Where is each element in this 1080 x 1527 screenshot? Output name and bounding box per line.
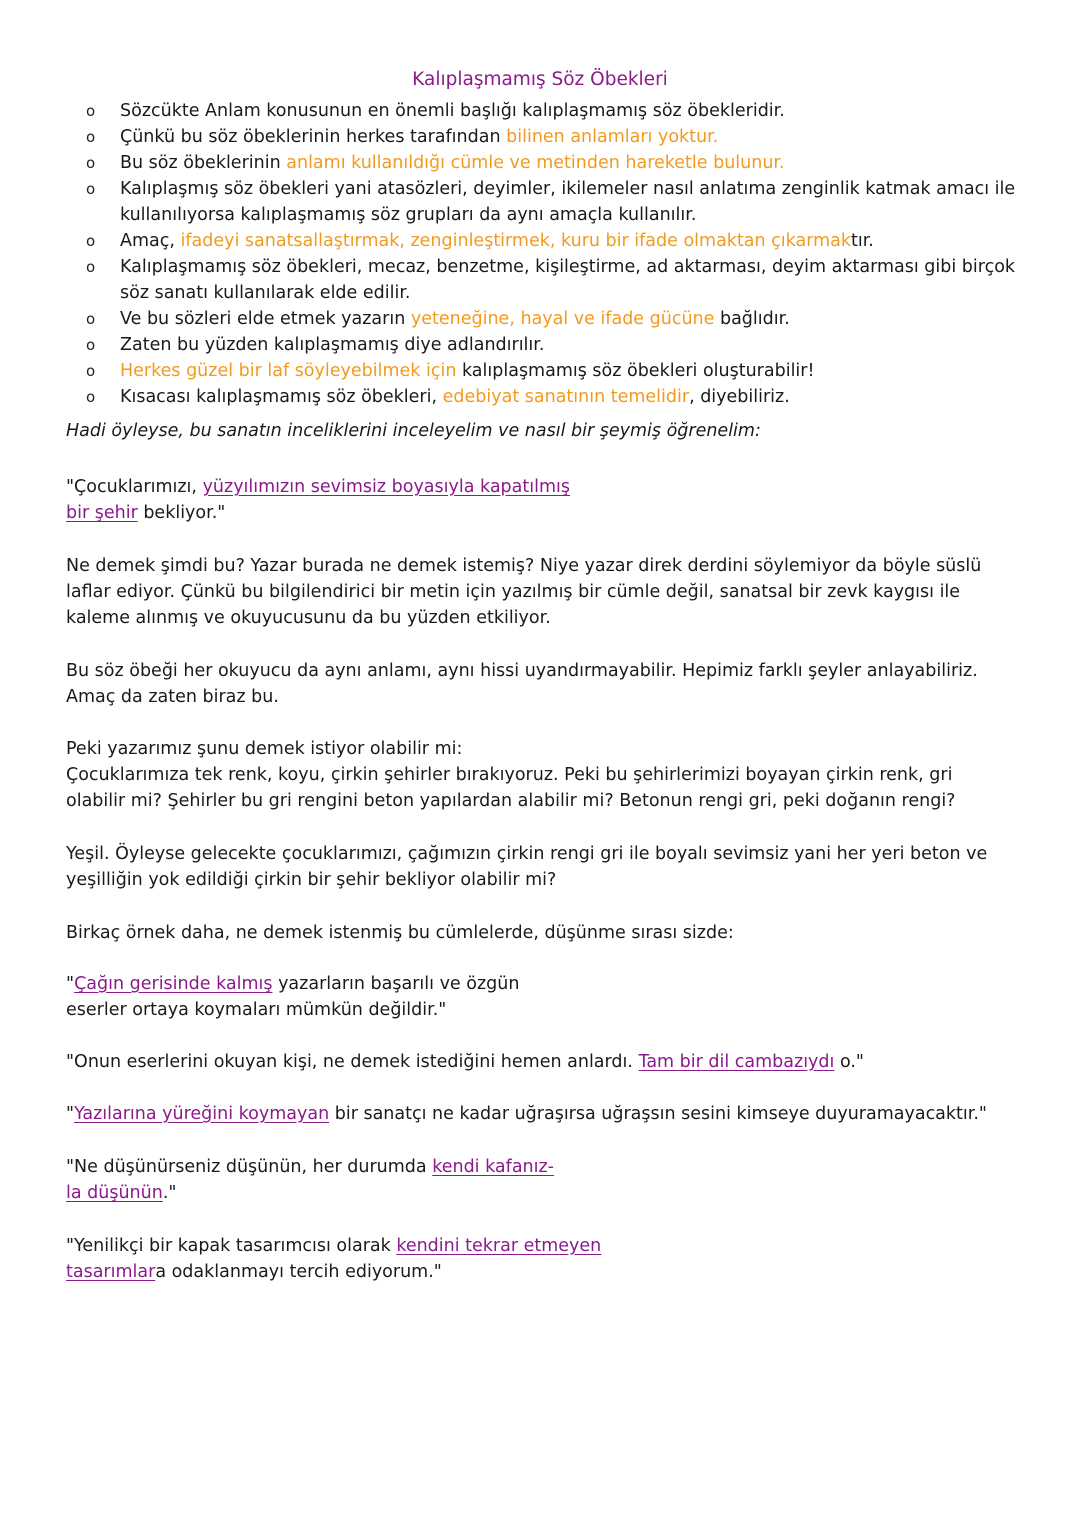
underlined-phrase: la düşünün	[66, 1183, 163, 1203]
list-item: o Amaç, ifadeyi sanatsallaştırmak, zenginleştirmek, kuru bir ifade olmaktan çıkarmaktır.	[0, 228, 1020, 254]
paragraph: Bu söz öbeği her okuyucu da aynı anlamı, aynı hissi uyandırmayabilir. Hepimiz farklı şeyler anlayabiliriz. Amaç da zaten biraz bu.	[66, 661, 978, 707]
intro-text: Hadi öyleyse, bu sanatın inceliklerini inceleyelim ve nasıl bir şeymiş öğrenelim:	[66, 421, 761, 441]
bullet-list	[0, 98, 1020, 410]
bullet-icon: o	[86, 310, 96, 328]
list-item: o Kalıplaşmamış söz öbekleri, mecaz, benzetme, kişileştirme, ad aktarması, deyim aktarması gibi birçok söz sanatı kullanılarak elde edilir.	[0, 254, 1020, 306]
bullet-icon: o	[86, 128, 96, 146]
underlined-phrase: tasarımlar	[66, 1262, 156, 1282]
bullet-icon: o	[86, 232, 96, 250]
list-item: o Sözcükte Anlam konusunun en önemli başlığı kalıplaşmamış söz öbekleridir.	[0, 98, 1020, 124]
highlight-text: edebiyat sanatının temelidir	[442, 387, 690, 407]
list-item: o Kalıplaşmış söz öbekleri yani atasözleri, deyimler, ikilemeler nasıl anlatıma zenginlik katmak amacı ile kullanılıyorsa kalıplaşmamış söz grupları da aynı amaçla kullanılır.	[0, 176, 1020, 228]
list-item: o Çünkü bu söz öbeklerinin herkes tarafından bilinen anlamları yoktur.	[0, 124, 1020, 150]
example-quote: "Çağın gerisinde kalmış yazarların başarılı ve özgün eserler ortaya koymaları mümkün değildir."	[66, 974, 520, 1020]
paragraph: Peki yazarımız şunu demek istiyor olabilir mi: Çocuklarımıza tek renk, koyu, çirkin şehirler bırakıyoruz. Peki bu şehirlerimizi boyayan çirkin renk, gri olabilir mi? Şehirler bu gri rengini beton yapılardan alabilir mi? Betonun rengi gri, peki doğanın rengi?	[66, 739, 956, 811]
bullet-icon: o	[86, 362, 96, 380]
list-item: o Bu söz öbeklerinin anlamı kullanıldığı cümle ve metinden hareketle bulunur.	[0, 150, 1020, 176]
highlight-text: ifadeyi sanatsallaştırmak, zenginleştirmek, kuru bir ifade olmaktan çıkarmak	[180, 231, 851, 251]
bullet-icon: o	[86, 102, 96, 120]
bullet-icon: o	[86, 258, 96, 276]
list-item: o Zaten bu yüzden kalıplaşmamış diye adlandırılır.	[0, 332, 1020, 358]
example-quote: "Yazılarına yüreğini koymayan bir sanatçı ne kadar uğraşırsa uğraşsın sesini kimseye duyuramayacaktır."	[66, 1104, 987, 1124]
bullet-icon: o	[86, 154, 96, 172]
example-quote: "Çocuklarımızı, yüzyılımızın sevimsiz boyasıyla kapatılmış bir şehir bekliyor."	[66, 477, 571, 523]
list-item: o Kısacası kalıplaşmamış söz öbekleri, edebiyat sanatının temelidir, diyebiliriz.	[0, 384, 1020, 410]
list-item: o Herkes güzel bir laf söyleyebilmek için kalıplaşmamış söz öbekleri oluşturabilir!	[0, 358, 1020, 384]
example-quote: "Onun eserlerini okuyan kişi, ne demek istediğini hemen anlardı. Tam bir dil cambazıydı o."	[66, 1052, 864, 1072]
highlight-text: Herkes güzel bir laf söyleyebilmek için	[120, 361, 457, 381]
underlined-phrase: yüzyılımızın sevimsiz boyasıyla kapatılmış	[202, 477, 571, 497]
paragraph: Yeşil. Öyleyse gelecekte çocuklarımızı, çağımızın çirkin rengi gri ile boyalı sevimsiz yani her yeri beton ve yeşilliğin yok edildiği çirkin bir şehir bekliyor olabilir mi?	[66, 844, 988, 890]
underlined-phrase: Tam bir dil cambazıydı	[638, 1052, 835, 1072]
page-title: Kalıplaşmamış Söz Öbekleri	[412, 69, 668, 90]
bullet-icon: o	[86, 336, 96, 354]
underlined-phrase: bir şehir	[66, 503, 138, 523]
underlined-phrase: Çağın gerisinde kalmış	[74, 974, 273, 994]
example-quote: "Yenilikçi bir kapak tasarımcısı olarak kendini tekrar etmeyen tasarımlara odaklanmayı tercih ediyorum."	[66, 1236, 602, 1282]
bullet-icon: o	[86, 388, 96, 406]
highlight-text: anlamı kullanıldığı cümle ve metinden hareketle bulunur.	[286, 153, 785, 173]
bullet-icon: o	[86, 180, 96, 198]
underlined-phrase: kendi kafanız-	[432, 1157, 554, 1177]
highlight-text: bilinen anlamları yoktur.	[506, 127, 719, 147]
list-item: o Ve bu sözleri elde etmek yazarın yeteneğine, hayal ve ifade gücüne bağlıdır.	[0, 306, 1020, 332]
paragraph: Birkaç örnek daha, ne demek istenmiş bu cümlelerde, düşünme sırası sizde:	[66, 923, 734, 943]
highlight-text: yeteneğine, hayal ve ifade gücüne	[410, 309, 715, 329]
underlined-phrase: Yazılarına yüreğini koymayan	[74, 1104, 330, 1124]
paragraph: Ne demek şimdi bu? Yazar burada ne demek istemiş? Niye yazar direk derdini söylemiyor da böyle süslü laflar ediyor. Çünkü bu bilgilendirici bir metin için yazılmış bir cümle değil, sanatsal bir zevk kaygısı ile kaleme alınmış ve okuyucusunu da bu yüzden etkiliyor.	[66, 556, 982, 628]
example-quote: "Ne düşünürseniz düşünün, her durumda kendi kafanız- la düşünün."	[66, 1157, 554, 1203]
underlined-phrase: kendini tekrar etmeyen	[396, 1236, 602, 1256]
